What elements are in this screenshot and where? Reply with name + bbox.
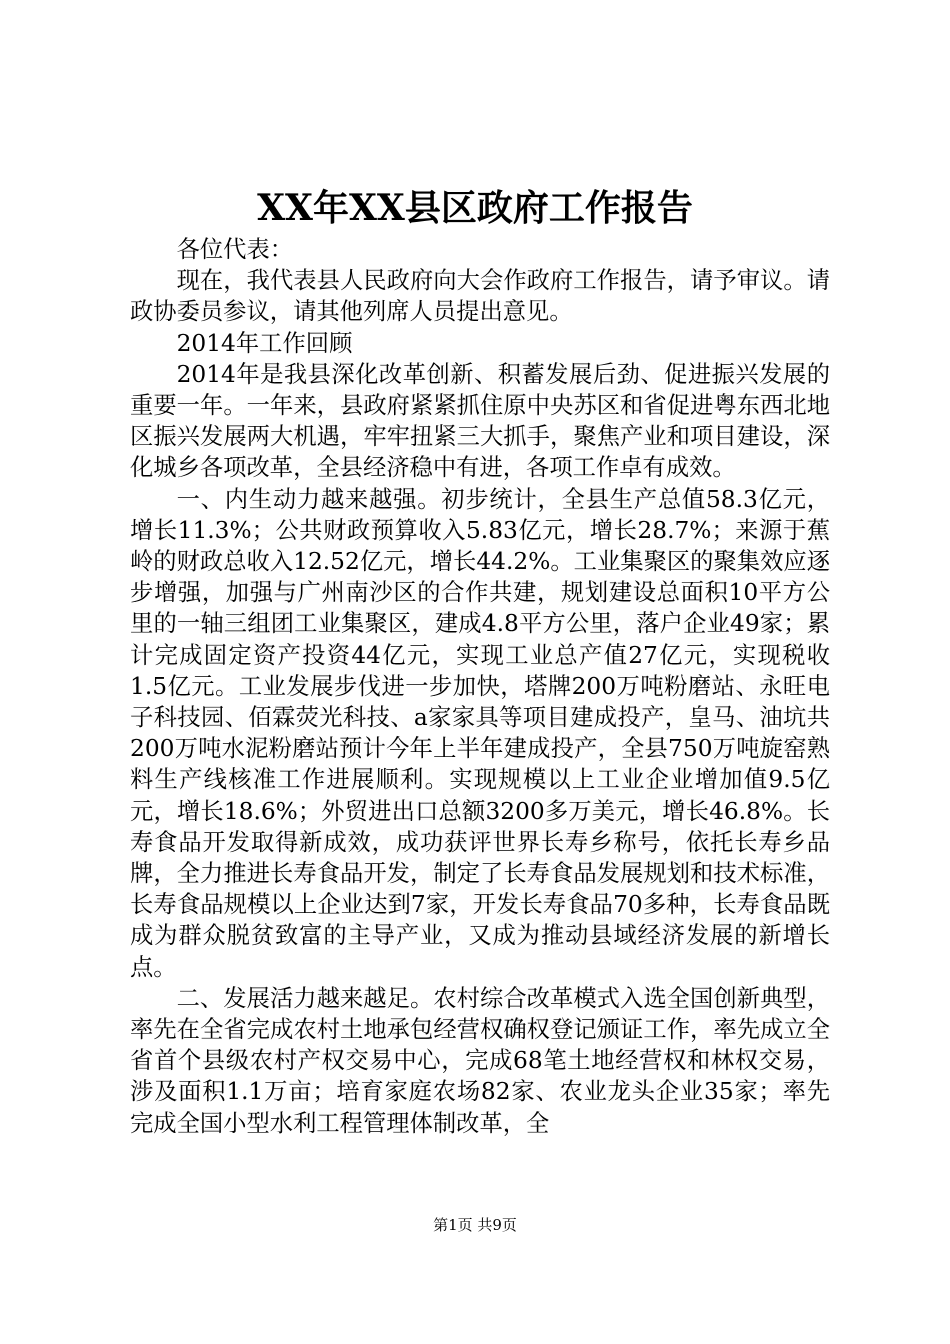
- document-body: [130, 234, 830, 1139]
- section-one-paragraph: 一、内生动力越来越强。初步统计，全县生产总值58.3亿元，增长11.3%；公共财政预算收入5.83亿元，增长28.7%；来源于蕉岭的财政总收入12.52亿元，增长44.2%。工业集聚区的聚集效应逐步增强，加强与广州南沙区的合作共建，规划建设总面积10平方公里的一轴三组团工业集聚区，建成4.8平方公里，落户企业49家；累计完成固定资产投资44亿元，实现工业总产值27亿元，实现税收1.5亿元。工业发展步伐进一步加快，塔牌200万吨粉磨站、永旺电子科技园、佰霖荧光科技、a家家具等项目建成投产，皇马、油坑共200万吨水泥粉磨站预计今年上半年建成投产，全县750万吨旋窑熟料生产线核准工作进展顺利。实现规模以上工业企业增加值9.5亿元，增长18.6%；外贸进出口总额3200多万美元，增长46.8%。长寿食品开发取得新成效，成功获评世界长寿乡称号，依托长寿乡品牌，全力推进长寿食品开发，制定了长寿食品发展规划和技术标准，长寿食品规模以上企业达到7家，开发长寿食品70多种，长寿食品既成为群众脱贫致富的主导产业，又成为推动县域经济发展的新增长点。: [130, 485, 830, 981]
- summary-paragraph: 2014年是我县深化改革创新、积蓄发展后劲、促进振兴发展的重要一年。一年来，县政府紧紧抓住原中央苏区和省促进粤东西北地区振兴发展两大机遇，牢牢扭紧三大抓手，聚焦产业和项目建设，深化城乡各项改革，全县经济稳中有进，各项工作卓有成效。: [130, 360, 830, 482]
- salutation-paragraph: 各位代表：: [176, 236, 294, 263]
- document-title: XX年XX县区政府工作报告: [257, 187, 693, 229]
- section-heading: 2014年工作回顾: [176, 329, 353, 357]
- page-footer: 第1页 共9页: [433, 1216, 517, 1234]
- opening-paragraph: 现在，我代表县人民政府向大会作政府工作报告，请予审议。请政协委员参议，请其他列席人员提出意见。: [130, 267, 830, 326]
- section-two-paragraph: 二、发展活力越来越足。农村综合改革模式入选全国创新典型，率先在全省完成农村土地承包经营权确权登记颁证工作，率先成立全省首个县级农村产权交易中心，完成68笔土地经营权和林权交易，涉及面积1.1万亩；培育家庭农场82家、农业龙头企业35家；率先完成全国小型水利工程管理体制改革，全: [130, 984, 830, 1137]
